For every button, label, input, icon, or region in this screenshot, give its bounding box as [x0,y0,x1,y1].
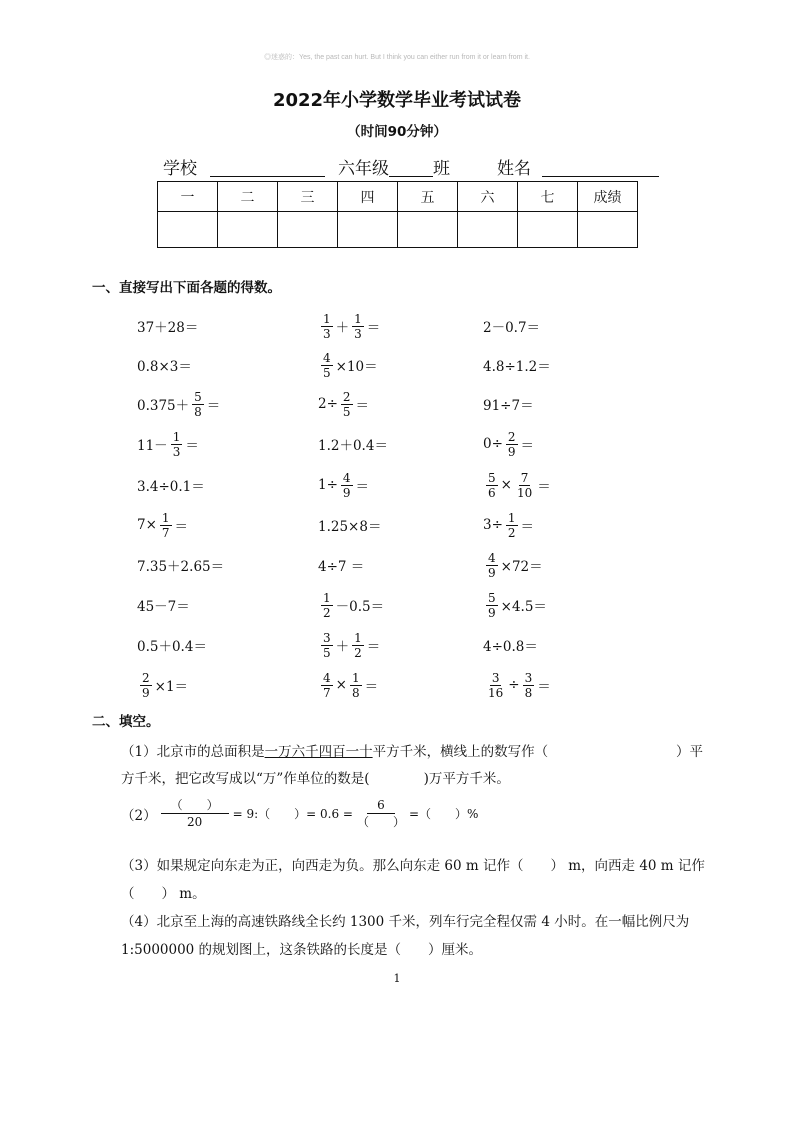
calc-text: 7.35＋2.65＝ [137,559,225,575]
calc-item-r3-c2 [318,388,369,420]
fraction-denominator: 3 [354,326,362,341]
fraction-denominator: 7 [161,525,170,540]
calc-text: ×4.5＝ [500,599,547,615]
question-4-line-2: 1:5000000 的规划图上，这条铁路的长度是（ ）厘米。 [121,942,483,958]
q2-middle: = 9:（ ）= 0.6 = [232,807,353,821]
calc-text: 45－7＝ [137,599,190,615]
fraction-numerator: 1 [354,630,362,645]
fraction-denominator: 5 [323,645,331,660]
fraction-denominator: 9 [488,565,496,580]
name-blank[interactable] [542,160,659,177]
fraction-numerator: 1 [507,510,516,525]
calc-text: ×10＝ [335,359,378,375]
score-table-entry-row [158,212,638,248]
score-cell-6[interactable] [458,212,518,248]
fraction [506,430,518,459]
fraction [350,671,362,700]
calc-item-r2-c3 [483,349,551,381]
score-cell-2[interactable] [218,212,278,248]
fraction-denominator: 2 [507,525,516,540]
fraction [341,471,353,500]
fraction [341,390,353,419]
q2-fraction-2-denominator[interactable]: （ ） [356,815,405,829]
calc-item-r5-c3 [483,469,551,501]
school-blank[interactable] [210,160,325,177]
calc-text: 0.8×3＝ [137,359,192,375]
fraction [321,312,333,341]
q1-text-a: （1）北京市的总面积是 [121,744,265,760]
fraction-numerator: 3 [524,670,533,685]
calc-item-r6-c3 [483,509,534,541]
calc-text: 1.25×8＝ [318,519,382,535]
calc-item-r1-c2 [318,310,380,342]
section-2-heading: 二、填空。 [92,714,160,730]
fraction-numerator: 1 [172,429,181,444]
calc-text: 4.8÷1.2＝ [483,359,551,375]
calc-item-r9-c3 [483,629,538,661]
page-number: 1 [393,972,401,985]
question-4-line-1: （4）北京至上海的高速铁路线全长约 1300 千米，列车行完全程仅需 4 小时。在一幅比例尺为 [121,914,690,930]
fraction-numerator: 7 [520,470,529,485]
calc-text: 2－0.7＝ [483,320,541,336]
fraction [352,312,364,341]
calc-operator: ＋ [335,639,350,655]
score-cell-5[interactable] [398,212,458,248]
calc-text: 37＋28＝ [137,320,199,336]
fraction-numerator: 1 [161,510,170,525]
calc-text: 0.375＋ [137,398,190,414]
q2-fraction-2 [357,797,405,830]
calc-operator: × [500,477,512,493]
calc-item-r4-c1 [137,428,199,460]
calc-text: 1÷ [318,477,338,493]
fraction-numerator: 2 [342,389,351,404]
fraction-denominator: 16 [488,685,504,700]
fraction-denominator: 6 [488,485,496,500]
fraction-denominator: 2 [354,645,362,660]
q1-answer-blank-1[interactable] [563,740,673,758]
question-1-line-2: 方千米，把它改写成以“万”作单位的数是( )万平方千米。 [121,771,510,787]
fraction-denominator: 5 [323,365,331,380]
fraction [515,471,534,500]
calc-item-r9-c2 [318,629,380,661]
fraction-denominator: 9 [342,485,351,500]
fraction-numerator: 5 [194,389,202,404]
calc-item-r10-c1 [137,669,188,701]
score-cell-7[interactable] [518,212,578,248]
calc-text: 7× [137,517,157,533]
calc-item-r2-c2 [318,349,378,381]
score-header-3: 三 [278,182,338,212]
calc-text: 91÷7＝ [483,398,534,414]
fraction [192,390,204,419]
calc-item-r1-c3 [483,310,540,342]
score-header-total: 成绩 [578,182,638,212]
fraction-numerator: 1 [351,670,360,685]
calc-item-r8-c2 [318,589,384,621]
name-field[interactable] [497,154,659,179]
calc-item-r3-c3 [483,388,534,420]
score-table [157,181,638,248]
calc-text: ＝ [520,438,535,454]
fraction [321,591,333,620]
score-header-6: 六 [458,182,518,212]
fraction-denominator: 3 [323,326,331,341]
calc-text: ×1＝ [154,679,189,695]
question-1-line-1 [121,740,548,760]
fraction-numerator: 2 [142,670,150,685]
class-field[interactable] [338,154,450,179]
calc-item-r7-c1 [137,549,224,581]
calc-item-r7-c2 [318,549,364,581]
school-label: 学校 [163,159,197,179]
calc-text: 0÷ [483,436,503,452]
calc-text: ＝ [520,519,535,535]
q1-text-c: ）平 [676,744,703,760]
fraction-denominator: 7 [323,685,331,700]
class-blank[interactable] [389,160,433,177]
fraction-denominator: 8 [194,404,202,419]
calc-text: 3÷ [483,517,503,533]
score-cell-4[interactable] [338,212,398,248]
score-cell-1[interactable] [158,212,218,248]
fraction-denominator: 2 [323,605,331,620]
class-label: 班 [433,159,450,179]
q2-fraction-1-denominator: 20 [186,815,203,829]
fraction-denominator: 9 [488,605,496,620]
fraction-numerator: 3 [323,630,331,645]
calc-text: 0.5＋0.4＝ [137,639,207,655]
calc-item-r5-c2 [318,469,369,501]
calc-item-r8-c1 [137,589,190,621]
fraction-denominator: 8 [524,685,533,700]
fraction [523,671,535,700]
fraction [321,351,333,380]
calc-text: ＝ [355,398,370,414]
calc-text: －0.5＝ [335,599,385,615]
calc-text: 11－ [137,438,168,454]
question-3-line-2: （ ） m。 [121,886,206,902]
q2-label: （2） [121,807,157,824]
score-table-header-row [158,182,638,212]
score-cell-total[interactable] [578,212,638,248]
fraction [160,511,172,540]
fraction-denominator: 9 [142,685,150,700]
exam-duration: （时间90分钟） [347,124,447,140]
calc-text: ＝ [185,438,199,454]
calc-item-r4-c3 [483,428,534,460]
fraction-numerator: 5 [488,470,496,485]
calc-text: ＝ [366,639,381,655]
calc-item-r5-c1 [137,469,205,501]
fraction [171,430,183,459]
calc-text: ＝ [364,679,379,695]
calc-item-r1-c1 [137,310,198,342]
watermark-text: ◎迷惑的：Yes, the past can hurt. But I think you can either run from it or learn from it. [264,54,530,61]
calc-text: ＝ [355,479,370,495]
q2-end: =（ ）% [409,807,479,821]
fraction-denominator: 8 [351,685,360,700]
q2-fraction-1-numerator[interactable]: （ ） [161,797,229,814]
calc-text: ＝ [174,519,189,535]
score-header-7: 七 [518,182,578,212]
calc-operator: × [335,677,347,693]
fraction-denominator: 3 [172,444,181,459]
fraction [506,511,518,540]
calc-item-r4-c2 [318,428,388,460]
fraction-denominator: 9 [507,444,516,459]
calc-text: 4÷7 ＝ [318,559,365,575]
fraction-denominator: 5 [342,404,351,419]
fraction-numerator: 5 [488,590,496,605]
calc-item-r7-c3 [483,549,543,581]
page-title: 2022年小学数学毕业考试试卷 [272,90,522,111]
q1-underlined-number: 一万六千四百一十 [264,744,373,760]
fraction-numerator: 4 [323,350,331,365]
fraction [486,591,498,620]
calc-item-r9-c1 [137,629,207,661]
calc-item-r8-c3 [483,589,547,621]
calc-text: 3.4÷0.1＝ [137,479,205,495]
fraction-numerator: 1 [323,590,331,605]
calc-text: ＝ [206,398,221,414]
question-3-line-1: （3）如果规定向东走为正，向西走为负。那么向东走 60 m 记作（ ） m，向西走 40 m 记作 [121,858,705,874]
calc-item-r2-c1 [137,349,192,381]
calc-text: 2÷ [318,396,338,412]
fraction-numerator: 4 [342,470,351,485]
calc-text: ＝ [537,479,551,495]
fraction [140,671,152,700]
fraction-numerator: 1 [323,311,331,326]
calc-text: ＝ [537,679,551,695]
question-2 [121,797,478,830]
school-field[interactable] [163,154,325,179]
score-header-2: 二 [218,182,278,212]
calc-item-r6-c1 [137,509,188,541]
calc-text: ＝ [366,320,381,336]
fraction [321,671,333,700]
fraction-numerator: 2 [507,429,516,444]
score-cell-3[interactable] [278,212,338,248]
grade-label: 六年级 [338,159,389,179]
score-header-5: 五 [398,182,458,212]
fraction-numerator: 4 [323,670,331,685]
calc-text: 4÷0.8＝ [483,639,538,655]
fraction [321,631,333,660]
section-1-heading: 一、直接写出下面各题的得数。 [92,280,281,296]
q2-fraction-1 [161,797,229,830]
calc-text: ×72＝ [500,559,543,575]
calc-text: 1.2＋0.4＝ [318,438,388,454]
calc-item-r3-c1 [137,388,220,420]
fraction-numerator: 3 [491,670,500,685]
fraction-numerator: 1 [354,311,362,326]
fraction [486,551,498,580]
q2-fraction-2-numerator: 6 [367,797,395,814]
score-header-4: 四 [338,182,398,212]
q1-text-b: 平方千米，横线上的数写作（ [372,744,549,760]
calc-item-r6-c2 [318,509,381,541]
fraction-denominator: 10 [516,485,533,500]
name-label: 姓名 [497,159,531,179]
fraction [352,631,364,660]
calc-operator: ＋ [335,320,350,336]
fraction [486,471,498,500]
calc-item-r10-c2 [318,669,378,701]
calc-item-r10-c3 [483,669,551,701]
fraction-numerator: 4 [488,550,496,565]
fraction [486,671,505,700]
calc-operator: ÷ [508,677,520,693]
score-header-1: 一 [158,182,218,212]
